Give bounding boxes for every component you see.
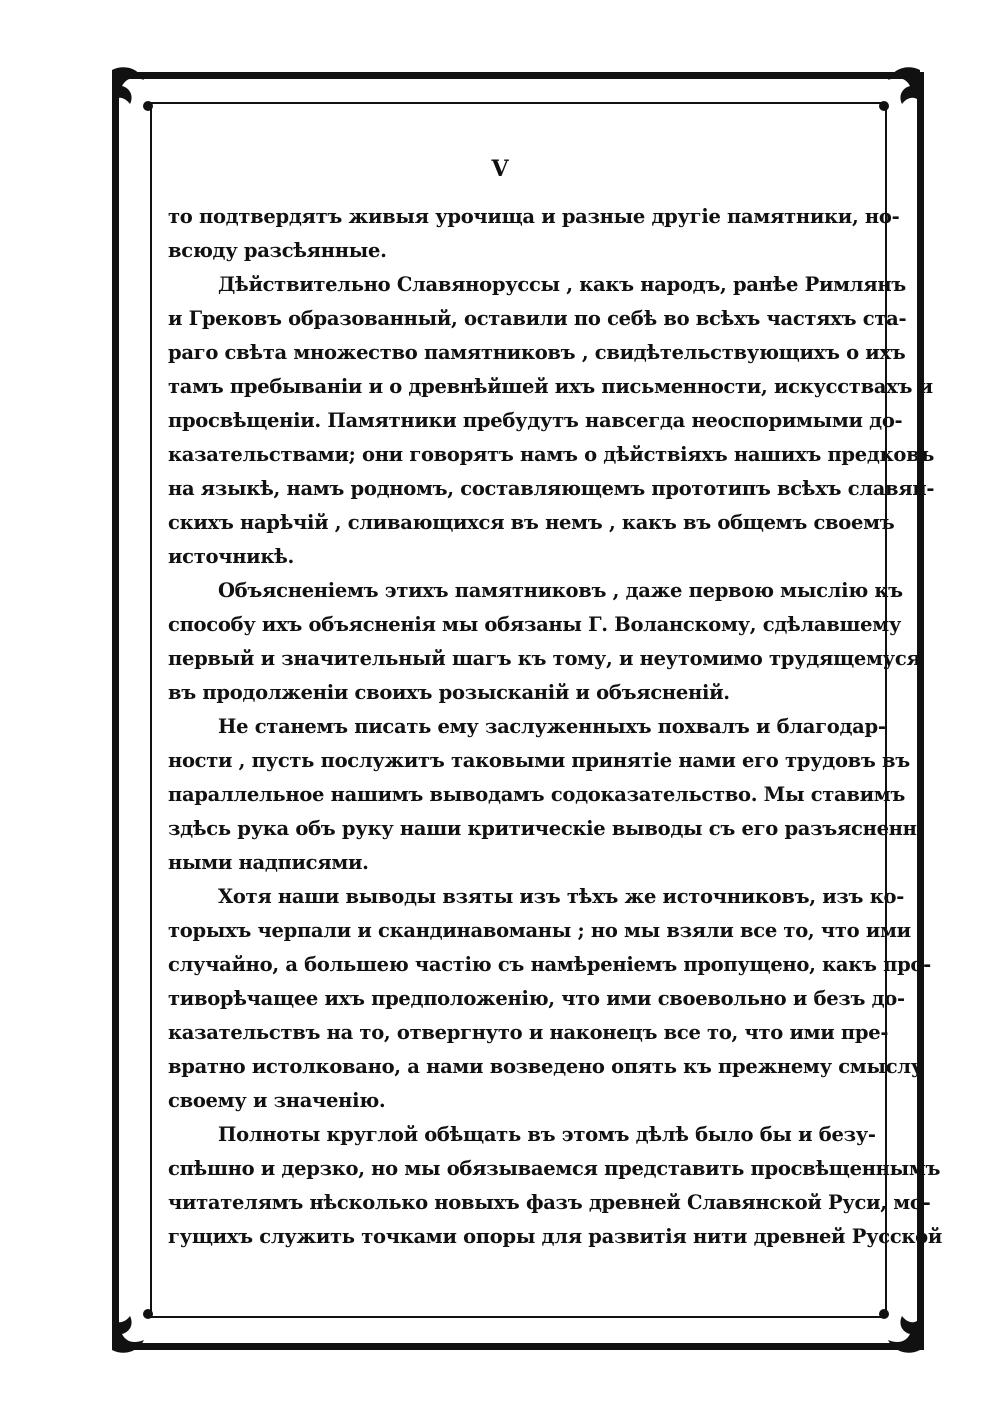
text-line: скихъ нарѣчій , сливающихся въ немъ , какъ въ общемъ своемъ	[168, 511, 895, 534]
body-text	[168, 200, 943, 1254]
text-line: первый и значительный шагъ къ тому, и неутомимо трудящемуся	[168, 647, 921, 670]
corner-ornament-icon	[104, 1298, 164, 1358]
text-line: ными надписями.	[168, 851, 369, 874]
text-line: Не станемъ писать ему заслуженныхъ похвалъ и благодар-	[218, 715, 886, 738]
text-line: ности , пусть послужитъ таковыми принятіе нами его трудовъ въ	[168, 749, 910, 772]
text-line: своему и значенію.	[168, 1089, 386, 1112]
corner-ornament-icon	[868, 62, 928, 122]
text-line: въ продолженіи своихъ розысканій и объясненій.	[168, 681, 730, 704]
text-line: всюду разсѣянные.	[168, 239, 387, 262]
corner-ornament-icon	[104, 62, 164, 122]
paragraph	[168, 200, 900, 268]
text-line: казательствами; они говорятъ намъ о дѣйствіяхъ нашихъ предковъ	[168, 443, 934, 466]
corner-ornament-icon	[868, 1298, 928, 1358]
text-line: читателямъ нѣсколько новыхъ фазъ древней Славянской Руси, мо-	[168, 1191, 931, 1214]
paragraph	[168, 268, 935, 574]
text-line: гущихъ служить точками опоры для развитія нити древней Русской	[168, 1225, 943, 1248]
text-line: Дѣйствительно Славянорусcы , какъ народъ, ранѣе Римлянъ	[218, 273, 906, 296]
text-line: случайно, а большею частію съ намѣреніемъ пропущено, какъ про-	[168, 953, 931, 976]
text-line: Полноты круглой обѣщать въ этомъ дѣлѣ было бы и безу-	[218, 1123, 876, 1146]
text-line: способу ихъ объясненія мы обязаны Г. Воланскому, сдѣлавшему	[168, 613, 902, 636]
text-line: здѣсь рука объ руку наши критическіе выводы съ его разъясненн-	[168, 817, 925, 840]
text-line: спѣшно и дерзко, но мы обязываемся представить просвѣщеннымъ	[168, 1157, 941, 1180]
text-line: тиворѣчащее ихъ предположенію, что ими своевольно и безъ до-	[168, 987, 905, 1010]
text-line: источникѣ.	[168, 545, 295, 568]
text-line: на языкѣ, намъ родномъ, составляющемъ прототипъ всѣхъ славян-	[168, 477, 935, 500]
text-line: вратно истолковано, а нами возведено опять къ прежнему смыслу	[168, 1055, 923, 1078]
text-line: раго свѣта множество памятниковъ , свидѣтельствующихъ о ихъ	[168, 341, 906, 364]
paragraph	[168, 1118, 943, 1254]
text-line: и Грековъ образованный, оставили по себѣ во всѣхъ частяхъ ста-	[168, 307, 907, 330]
paragraph	[168, 880, 931, 1118]
text-line: параллельное нашимъ выводамъ содоказательство. Мы ставимъ	[168, 783, 906, 806]
text-line: казательствъ на то, отвергнуто и наконецъ все то, что ими пре-	[168, 1021, 889, 1044]
text-line: торыхъ черпали и скандинавоманы ; но мы взяли все то, что ими	[168, 919, 911, 942]
paragraph	[168, 710, 925, 880]
text-line: Объясненіемъ этихъ памятниковъ , даже первою мыслію къ	[218, 579, 903, 602]
text-line: Хотя наши выводы взяты изъ тѣхъ же источниковъ, изъ ко-	[218, 885, 904, 908]
paragraph	[168, 574, 921, 710]
text-line: просвѣщеніи. Памятники пребудутъ навсегда неоспоримыми до-	[168, 409, 903, 432]
text-line: тамъ пребываніи и о древнѣйшей ихъ письменности, искусствахъ и	[168, 375, 933, 398]
page-number: V	[491, 156, 509, 182]
text-line: то подтвердятъ живыя урочища и разные другіе памятники, но-	[168, 205, 900, 228]
